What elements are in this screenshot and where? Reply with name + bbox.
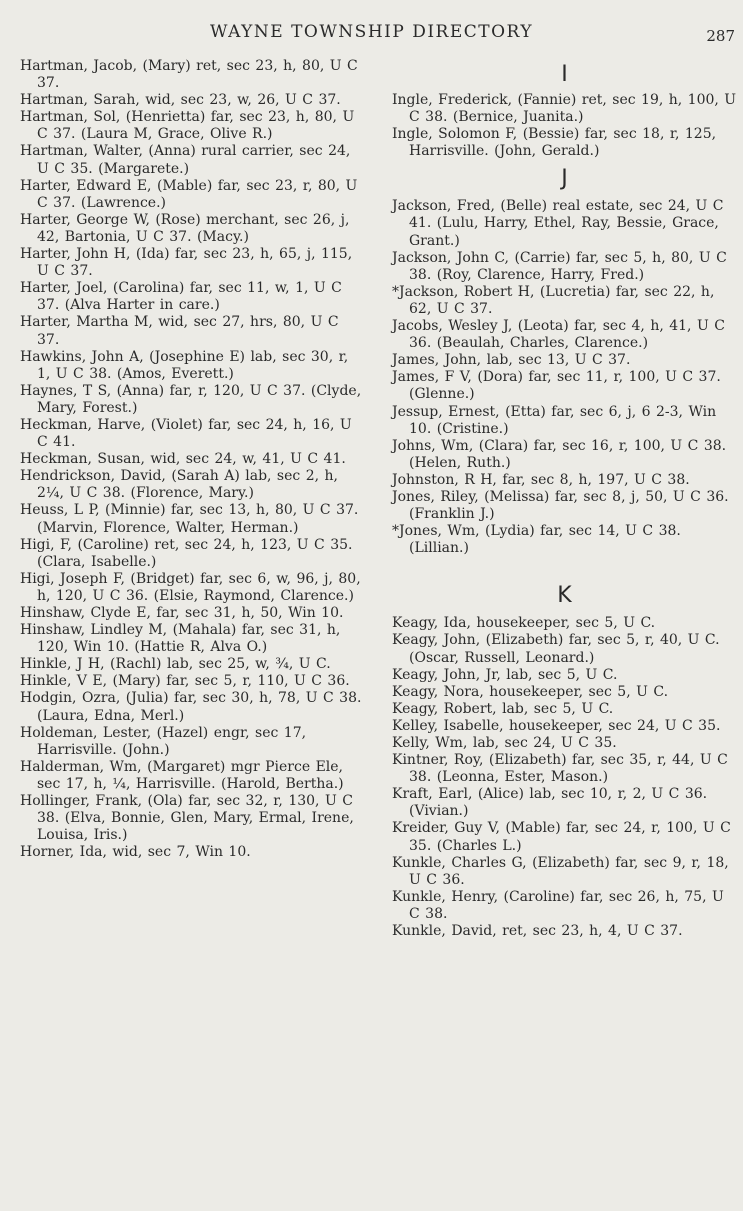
page-title: WAYNE TOWNSHIP DIRECTORY (209, 22, 534, 42)
directory-entry: Hendrickson, David, (Sarah A) lab, sec 2, h, 2¼, U C 38. (Florence, Mary.) (20, 468, 338, 502)
page-header (0, 18, 743, 46)
directory-entry: Hinshaw, Clyde E, far, sec 31, h, 50, Win 10. (20, 605, 344, 621)
directory-entry: Higi, F, (Caroline) ret, sec 24, h, 123, U C 35. (Clara, Isabelle.) (20, 536, 353, 570)
section-letter-j: J (561, 166, 568, 192)
right-column (392, 58, 737, 940)
directory-entry: Heckman, Harve, (Violet) far, sec 24, h, 16, U C 41. (20, 416, 352, 451)
section-k-entries (392, 615, 737, 940)
section-gap (392, 557, 737, 577)
section-letter-i: I (561, 62, 568, 87)
directory-entry: Higi, Joseph F, (Bridget) far, sec 6, w, 96, j, 80, h, 120, U C 36. (Elsie, Raymond, Clarence.) (20, 570, 361, 604)
directory-entry: Hinshaw, Lindley M, (Mahala) far, sec 31, h, 120, Win 10. (Hattie R, Alva O.) (20, 622, 341, 656)
directory-entry: Hinkle, J H, (Rachl) lab, sec 25, w, ¾, U C. (20, 656, 331, 673)
directory-entry: Johns, Wm, (Clara) far, sec 16, r, 100, U C 38. (Helen, Ruth.) (392, 437, 727, 471)
directory-entry: Ingle, Frederick, (Fannie) ret, sec 19, h, 100, U C 38. (Bernice, Juanita.) (392, 92, 737, 126)
directory-entry: Halderman, Wm, (Margaret) mgr Pierce Ele, sec 17, h, ¼, Harrisville. (Harold, Bertha.) (20, 758, 344, 792)
directory-entry: Kelly, Wm, lab, sec 24, U C 35. (392, 735, 617, 751)
directory-entry: Hinkle, V E, (Mary) far, sec 5, r, 110, U C 36. (20, 673, 350, 690)
left-column (20, 58, 366, 861)
directory-entry: Keagy, Ida, housekeeper, sec 5, U C. (392, 615, 656, 632)
directory-entry: Harter, Joel, (Carolina) far, sec 11, w, 1, U C 37. (Alva Harter in care.) (20, 280, 342, 314)
directory-entry: Jacobs, Wesley J, (Leota) far, sec 4, h, 41, U C 36. (Beaulah, Charles, Clarence.) (392, 318, 725, 352)
directory-entry: Heuss, L P, (Minnie) far, sec 13, h, 80, U C 37. (Marvin, Florence, Walter, Herman.) (20, 502, 359, 536)
directory-entry: Kreider, Guy V, (Mable) far, sec 24, r, 100, U C 35. (Charles L.) (392, 820, 731, 854)
directory-entry: Harter, Edward E, (Mable) far, sec 23, r, 80, U C 37. (Lawrence.) (20, 177, 358, 211)
directory-entry: *Jones, Wm, (Lydia) far, sec 14, U C 38. (Lillian.) (392, 523, 681, 557)
directory-entry: Hartman, Walter, (Anna) rural carrier, sec 24, U C 35. (Margarete.) (20, 143, 351, 177)
directory-entry: *Jackson, Robert H, (Lucretia) far, sec 22, h, 62, U C 37. (392, 283, 715, 317)
directory-entry: Ingle, Solomon F, (Bessie) far, sec 18, r, 125, Harrisville. (John, Gerald.) (392, 126, 717, 160)
directory-entry: Keagy, Robert, lab, sec 5, U C. (392, 700, 614, 717)
directory-entry: Jackson, Fred, (Belle) real estate, sec 24, U C 41. (Lulu, Harry, Ethel, Ray, Bessie, Grace, Grant.) (392, 198, 724, 249)
directory-entry: Jackson, John C, (Carrie) far, sec 5, h, 80, U C 38. (Roy, Clarence, Harry, Fred.) (392, 249, 727, 283)
directory-entry: Haynes, T S, (Anna) far, r, 120, U C 37. (Clyde, Mary, Forest.) (20, 382, 362, 416)
directory-entry: Kelley, Isabelle, housekeeper, sec 24, U C 35. (392, 717, 721, 734)
directory-entry: Kunkle, David, ret, sec 23, h, 4, U C 37. (392, 923, 683, 940)
directory-entry: Hawkins, John A, (Josephine E) lab, sec 30, r, 1, U C 38. (Amos, Everett.) (20, 348, 349, 382)
directory-entry: Jessup, Ernest, (Etta) far, sec 6, j, 6 2-3, Win 10. (Cristine.) (392, 403, 717, 437)
directory-entry: James, John, lab, sec 13, U C 37. (392, 352, 631, 369)
directory-entry: Hartman, Sol, (Henrietta) far, sec 23, h, 80, U C 37. (Laura M, Grace, Olive R.) (20, 109, 355, 143)
directory-entry: Harter, George W, (Rose) merchant, sec 26, j, 42, Bartonia, U C 37. (Macy.) (20, 211, 350, 245)
directory-entry: Holdeman, Lester, (Hazel) engr, sec 17, Harrisville. (John.) (20, 724, 307, 758)
directory-entry: Hartman, Sarah, wid, sec 23, w, 26, U C 37. (20, 92, 341, 109)
directory-entry: Keagy, John, Jr, lab, sec 5, U C. (392, 666, 618, 683)
directory-entry: Horner, Ida, wid, sec 7, Win 10. (20, 844, 251, 861)
directory-entry: Kraft, Earl, (Alice) lab, sec 10, r, 2, U C 36. (Vivian.) (392, 786, 708, 820)
directory-entry: James, F V, (Dora) far, sec 11, r, 100, U C 37. (Glenne.) (392, 369, 721, 403)
directory-entry: Jones, Riley, (Melissa) far, sec 8, j, 50, U C 36. (Franklin J.) (392, 488, 729, 523)
page-number: 287 (706, 27, 735, 45)
directory-entry: Harter, John H, (Ida) far, sec 23, h, 65, j, 115, U C 37. (20, 246, 353, 280)
directory-entry: Hartman, Jacob, (Mary) ret, sec 23, h, 80, U C 37. (20, 58, 358, 92)
section-letter-k: K (557, 583, 572, 609)
directory-entry: Keagy, Nora, housekeeper, sec 5, U C. (392, 683, 669, 700)
directory-entry: Hollinger, Frank, (Ola) far, sec 32, r, 130, U C 38. (Elva, Bonnie, Glen, Mary, Ermal, Irene, Louisa, Iris.) (20, 793, 354, 844)
directory-entry: Kintner, Roy, (Elizabeth) far, sec 35, r, 44, U C 38. (Leonna, Ester, Mason.) (392, 752, 728, 786)
directory-entry: Kunkle, Henry, (Caroline) far, sec 26, h, 75, U C 38. (392, 888, 724, 922)
directory-entry: Harter, Martha M, wid, sec 27, hrs, 80, U C 37. (20, 314, 339, 348)
section-j-entries (392, 198, 737, 557)
directory-entry: Heckman, Susan, wid, sec 24, w, 41, U C 41. (20, 451, 346, 468)
directory-entry: Johnston, R H, far, sec 8, h, 197, U C 38. (392, 471, 690, 488)
directory-entry: Kunkle, Charles G, (Elizabeth) far, sec 9, r, 18, U C 36. (392, 854, 729, 888)
directory-entry: Hodgin, Ozra, (Julia) far, sec 30, h, 78, U C 38. (Laura, Edna, Merl.) (20, 690, 362, 724)
directory-entry: Keagy, John, (Elizabeth) far, sec 5, r, 40, U C. (Oscar, Russell, Leonard.) (392, 632, 720, 666)
section-i-entries (392, 92, 737, 160)
